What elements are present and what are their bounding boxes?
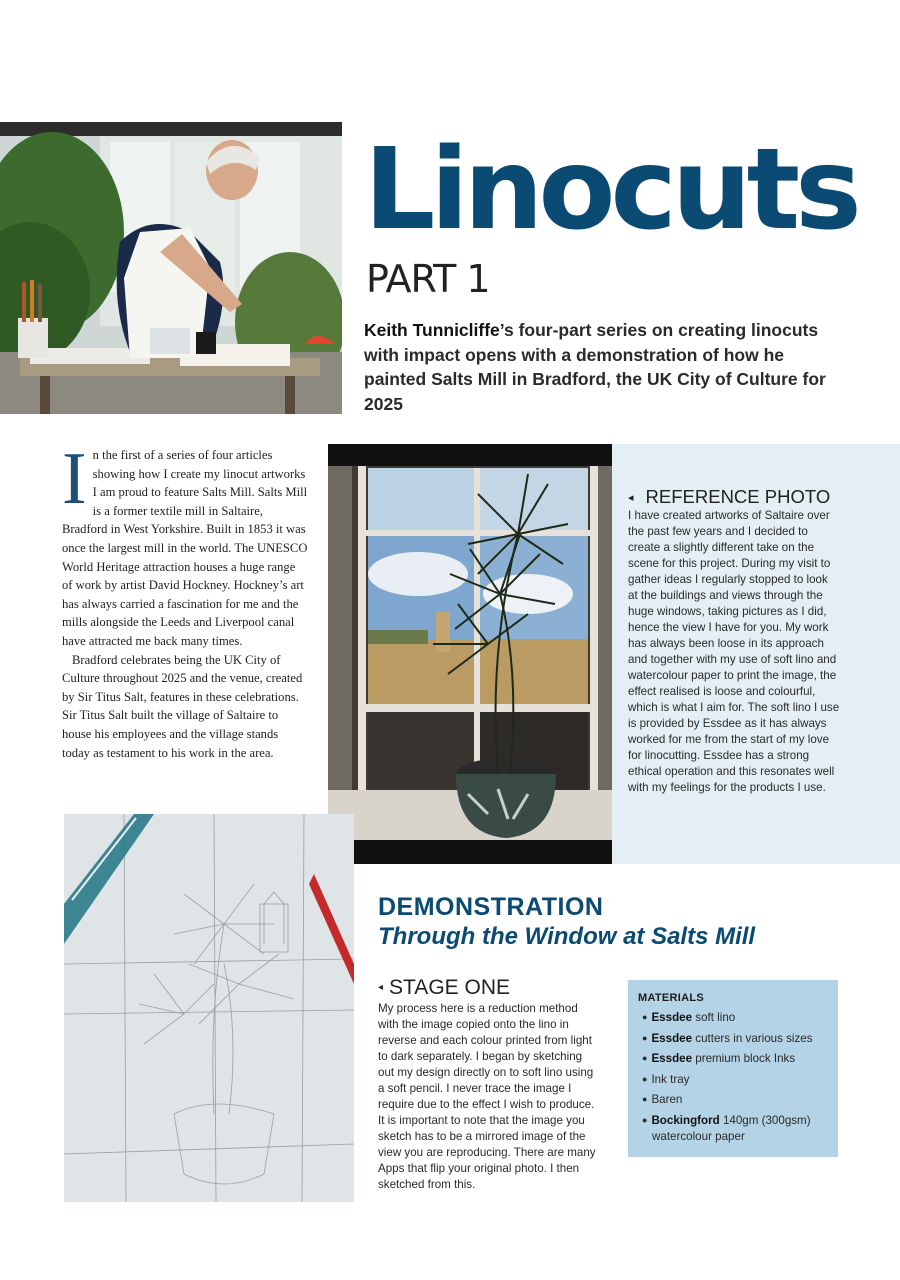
- standfirst-text: ’s four-part series on creating linocuts with impact opens with a demonstration of how he painted Salts Mill in Bradford, the UK City of Culture for 2025: [364, 320, 826, 414]
- author-name: Keith Tunnicliffe: [364, 320, 500, 340]
- arrow-left-icon: ◂: [378, 982, 384, 994]
- sketch-photo: [64, 814, 354, 1202]
- artist-photo: [0, 122, 342, 414]
- reference-text: I have created artworks of Saltaire over the past few years and I decided to create a slightly different take on the scene for this project. During my visit to gather ideas I regularly stopped to look at the buildings and views through the huge windows, taking pictures as I did, hence the view I have for you. My work has always been loose in its approach and together with my use of soft lino and watercolour paper to print the image, the effect realised is loose and colourful, which is what I aim for. The soft lino I use is provided by Essdee as it has always worked for me from the start of my love for linocutting. Essdee has a strong ethical operation and this resonates well with my feelings for the products I use.: [628, 509, 840, 794]
- drop-cap: I: [62, 438, 87, 520]
- materials-title: MATERIALS: [638, 992, 705, 1004]
- materials-item: ● Essdee soft lino: [638, 1010, 828, 1026]
- arrow-left-icon: ◂: [628, 492, 634, 505]
- materials-item: ● Baren: [638, 1092, 828, 1108]
- reference-photo: [328, 444, 612, 864]
- demonstration-heading: DEMONSTRATION: [378, 893, 604, 921]
- stage-one-heading-label: STAGE ONE: [389, 976, 510, 999]
- materials-box: [628, 980, 838, 1157]
- part-subtitle: PART 1: [366, 257, 490, 301]
- standfirst: [364, 318, 844, 416]
- intro-paragraph-1: n the first of a series of four articles showing how I create my linocut artworks I am proud to feature Salts Mill. Salts Mill is a former textile mill in Saltaire, Bradford in West Yorkshire. Built in 1853 it was once the largest mill in the world. The UNESCO World Heritage attraction houses a huge range of work by artist David Hockney. Hockney’s art has always carried a fascination for me and the mills alongside the Leeds and Liverpool canal have attracted me back many times.: [62, 448, 308, 648]
- page-title: Linocuts: [364, 125, 857, 255]
- materials-item: ● Essdee cutters in various sizes: [638, 1031, 828, 1047]
- stage-one-heading: [378, 976, 510, 1000]
- stage-one-text: My process here is a reduction method with the image copied onto the lino in reverse and each colour printed from light to dark separately. I began by sketching out my design directly on to soft lino using a soft pencil. I never trace the image I require due to the effect I wish to produce. It is important to note that the image you sketch has to be a mirrored image of the view you are reproducing. There are many Apps that flip your original photo. I then sketched from this.: [378, 1002, 596, 1191]
- intro-text: [62, 438, 308, 762]
- reference-heading: [628, 486, 830, 509]
- materials-item: ● Ink tray: [638, 1072, 828, 1088]
- intro-paragraph-2: Bradford celebrates being the UK City of Culture throughout 2025 and the venue, created by Sir Titus Salt, features in these celebrations. Sir Titus Salt built the village of Saltaire to house his employees and the village stands today as testament to his work in the area.: [62, 652, 303, 760]
- materials-item: ● Essdee premium block Inks: [638, 1051, 828, 1067]
- reference-heading-label: REFERENCE PHOTO: [645, 486, 831, 507]
- demonstration-subheading: Through the Window at Salts Mill: [378, 923, 756, 950]
- materials-list: [638, 1010, 828, 1145]
- materials-item: ● Bockingford 140gm (300gsm) watercolour paper: [638, 1113, 828, 1145]
